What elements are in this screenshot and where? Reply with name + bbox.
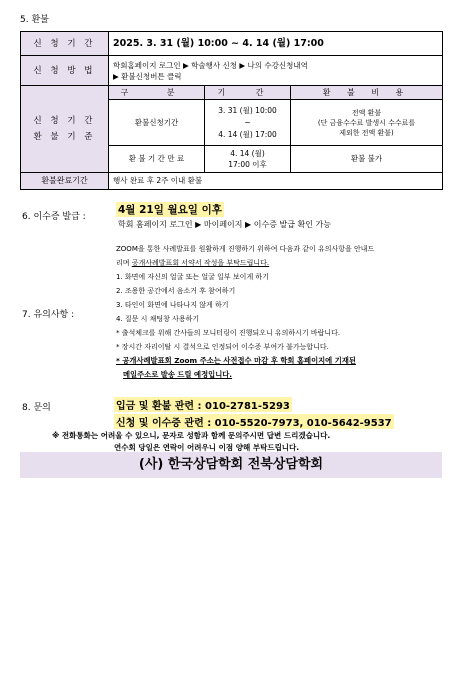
row2-period-line-1: 4. 14 (월) [230,149,265,158]
row1-period-line-1: 3. 31 (월) 10:00 [218,105,277,115]
certificate-date: 4월 21일 월요일 이후 [118,204,222,216]
header-cost: 환 불 비 용 [291,86,443,100]
row2-period-line-2: 17:00 이후 [228,160,267,169]
row1-cost [291,100,443,146]
row1-period [205,100,291,146]
contact-application: 신청 및 이수증 관련 : 010-5520-7973, 010-5642-9537 [114,414,394,429]
row1-cost-line-3: 제외한 전액 환불) [339,128,394,137]
row1-period-line-2: ~ [244,117,251,127]
notice-bullet: * 출석체크를 위해 간사들의 모니터링이 진행되오니 유의하시기 바랍니다. [116,329,341,337]
pledge-request: 공개사례발표회 서약서 작성을 부탁드립니다. [131,259,270,267]
row2-category: 환 불 기 간 만 료 [109,146,205,173]
notice-item: 3. 타인이 화면에 나타나지 않게 하기 [116,301,229,309]
row1-cost-line-1: 전액 환불 [351,108,382,117]
section-title-inquiry: 8. 문의 [22,403,51,413]
section-title-refund: 5. 환불 [20,15,49,25]
row2-cost: 환불 불가 [291,146,443,173]
notice-intro-prefix: 리며 [116,259,132,267]
header-category: 구 분 [109,86,205,100]
complete-value: 행사 완료 후 2주 이내 환불 [109,173,443,190]
zoom-notice-line-2: 메일주소로 발송 드릴 예정입니다. [123,370,233,379]
complete-label: 환불완료기간 [21,173,109,190]
header-period: 기 간 [205,86,291,100]
period-value: 2025. 3. 31 (월) 10:00 ~ 4. 14 (월) 17:00 [109,32,443,56]
refund-criteria-label [21,86,109,173]
method-value [109,56,443,86]
notice-item: 4. 질문 시 채팅창 사용하기 [116,315,200,323]
notice-bullet: * 장시간 자리이탈 시 결석으로 인정되어 이수증 부여가 불가능합니다. [116,343,329,351]
row1-period-line-3: 4. 14 (월) 17:00 [218,129,277,139]
section-title-notice: 7. 유의사항 : [22,310,75,320]
notice-item: 2. 조용한 공간에서 음소거 후 참여하기 [116,287,236,295]
section-title-certificate: 6. 이수증 발급 : [22,212,86,222]
notice-intro-line-1: ZOOM을 통한 사례발표를 원활하게 진행하기 위하여 다음과 같이 유의사항을 안내드 [116,245,375,253]
period-label: 신 청 기 간 [21,32,109,56]
refund-table [20,31,443,190]
refund-label-line-1: 신 청 기 간 [33,116,96,126]
row1-category: 환불신청기간 [109,100,205,146]
row2-period [205,146,291,173]
method-label: 신 청 방 법 [21,56,109,86]
notice-intro-line-2 [116,258,269,268]
zoom-notice-line-1: * 공개사례발표회 Zoom 주소는 사전접수 마감 후 학회 홈페이지에 기재된 [116,356,356,365]
row1-cost-line-2: (단 금융수수료 발생시 수수료를 [317,118,416,127]
refund-label-line-2: 환 불 기 준 [33,132,96,142]
organization-banner: (사) 한국상담학회 전북상담학회 [20,452,442,478]
phone-note-line-2: 연수회 당일은 연락이 어려우니 이점 양해 부탁드립니다. [114,443,300,452]
phone-note-line-1: ※ 전화통화는 어려울 수 있으니, 문자로 성함과 함께 문의주시면 답변 드리겠습니다. [52,431,331,440]
method-line-2: ▶ 환불신청버튼 클릭 [113,71,182,81]
certificate-steps: 학회 홈페이지 로그인 ▶ 마이페이지 ▶ 이수증 발급 확인 가능 [118,220,331,229]
method-line-1: 학회홈페이지 로그인 ▶ 학술행사 신청 ▶ 나의 수강신청내역 [113,60,308,70]
contact-refund: 입금 및 환불 관련 : 010-2781-5293 [114,397,292,412]
notice-item: 1. 화면에 자신의 얼굴 또는 얼굴 일부 보이게 하기 [116,273,269,281]
